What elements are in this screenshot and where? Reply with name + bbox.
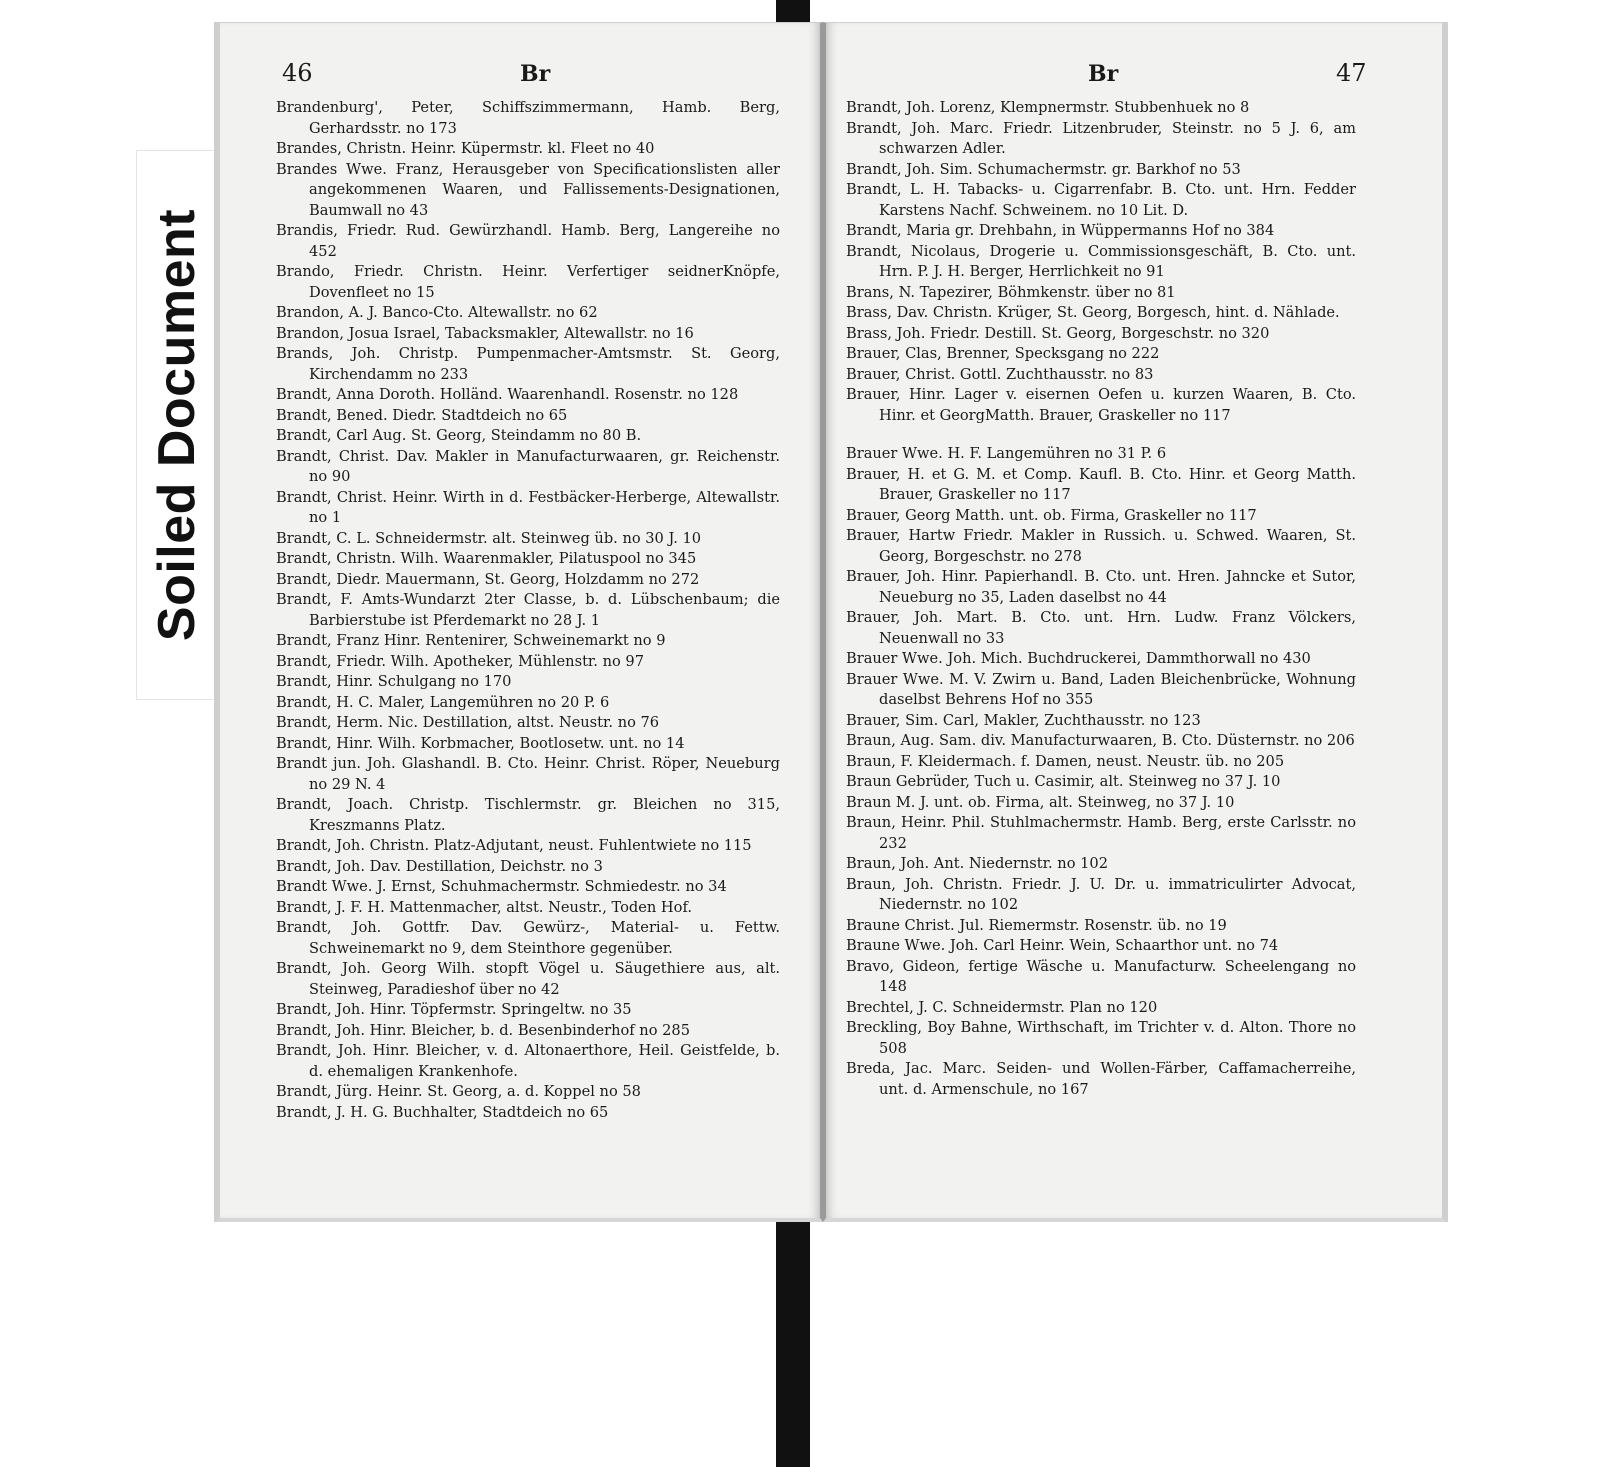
directory-entry: Brandt, Friedr. Wilh. Apotheker, Mühlenstr. no 97: [276, 652, 644, 670]
directory-entry: Brass, Dav. Christn. Krüger, St. Georg, Borgesch, hint. d. Nählade.: [846, 304, 1340, 321]
page-number-right: 47: [1336, 59, 1367, 87]
directory-entry: Braun, F. Kleidermach. f. Damen, neust. Neustr. üb. no 205: [846, 752, 1285, 770]
directory-entry: Brans, N. Tapezirer, Böhmkenstr. über no 81: [846, 283, 1176, 301]
directory-entry: Brandt, Joh. Gottfr. Dav. Gewürz-, Material- u. Fettw. Schweinemarkt no 9, dem Steinthore gegenüber.: [276, 919, 780, 957]
directory-entry: Brandt, Joach. Christp. Tischlermstr. gr. Bleichen no 315, Kreszmanns Platz.: [276, 796, 780, 834]
directory-entry: Brauer Wwe. M. V. Zwirn u. Band, Laden Bleichenbrücke, Wohnung daselbst Behrens Hof no 355: [846, 670, 1356, 708]
directory-entry: Brandt, Joh. Hinr. Bleicher, b. d. Besenbinderhof no 285: [276, 1021, 690, 1039]
directory-entry: Brauer Wwe. H. F. Langemühren no 31 P. 6: [846, 445, 1167, 462]
directory-entry: Brauer, Hinr. Lager v. eisernen Oefen u. kurzen Waaren, B. Cto. Hinr. et GeorgMatth. Brauer, Graskeller no 117: [846, 386, 1356, 424]
directory-entry: Brandt, Franz Hinr. Rentenirer, Schweinemarkt no 9: [276, 632, 666, 649]
directory-entry: Braune Christ. Jul. Riemermstr. Rosenstr. üb. no 19: [846, 916, 1227, 934]
directory-entry: Brandt, Joh. Georg Wilh. stopft Vögel u. Säugethiere aus, alt. Steinweg, Paradieshof über no 42: [276, 960, 780, 998]
directory-entry: Brandt, F. Amts-Wundarzt 2ter Classe, b. d. Lübschenbaum; die Barbierstube ist Pferdemarkt no 28 J. 1: [276, 591, 780, 629]
directory-entry: Brandt, Joh. Hinr. Bleicher, v. d. Altonaerthore, Heil. Geistfelde, b. d. ehemaligen Krankenhofe.: [276, 1042, 780, 1080]
directory-entry: Brauer, Georg Matth. unt. ob. Firma, Graskeller no 117: [846, 506, 1257, 524]
directory-entry: Brauer, Joh. Mart. B. Cto. unt. Hrn. Ludw. Franz Völckers, Neuenwall no 33: [846, 609, 1356, 647]
directory-entry: Brandon, Josua Israel, Tabacksmakler, Altewallstr. no 16: [276, 324, 694, 342]
directory-entry: Brauer, Christ. Gottl. Zuchthausstr. no 83: [846, 365, 1154, 383]
directory-entry: Brandt, Joh. Dav. Destillation, Deichstr. no 3: [276, 857, 603, 875]
directory-entry: Brandt, Carl Aug. St. Georg, Steindamm no 80 B.: [276, 427, 642, 444]
directory-entry: Brandt, J. F. H. Mattenmacher, altst. Neustr., Toden Hof.: [276, 898, 692, 916]
entry-list-left: [276, 98, 780, 1123]
entry-list-right: [846, 98, 1356, 1100]
spine-bottom-shadow: [776, 1213, 810, 1467]
directory-entry: Brauer, H. et G. M. et Comp. Kaufl. B. Cto. Hinr. et Georg Matth. Brauer, Graskeller no 117: [846, 465, 1356, 503]
directory-entry: Brandt, Herm. Nic. Destillation, altst. Neustr. no 76: [276, 714, 660, 731]
directory-entry: Brandt, Diedr. Mauermann, St. Georg, Holzdamm no 272: [276, 570, 700, 588]
directory-entry: Brandt, Nicolaus, Drogerie u. Commissionsgeschäft, B. Cto. unt. Hrn. P. J. H. Berger, Herrlichkeit no 91: [846, 242, 1356, 280]
directory-entry: Brauer, Joh. Hinr. Papierhandl. B. Cto. unt. Hren. Jahncke et Sutor, Neueburg no 35, Laden daselbst no 44: [846, 568, 1356, 606]
directory-entry: Brass, Joh. Friedr. Destill. St. Georg, Borgeschstr. no 320: [846, 324, 1270, 342]
label-text: Soiled Document: [148, 208, 206, 642]
directory-entry: Bravo, Gideon, fertige Wäsche u. Manufacturw. Scheelengang no 148: [846, 957, 1356, 995]
directory-entry: Brandt, Bened. Diedr. Stadtdeich no 65: [276, 406, 568, 424]
directory-entry: Brandt, Hinr. Schulgang no 170: [276, 673, 512, 690]
directory-entry: Brandis, Friedr. Rud. Gewürzhandl. Hamb. Berg, Langereihe no 452: [276, 222, 780, 260]
directory-entry: Braun Gebrüder, Tuch u. Casimir, alt. Steinweg no 37 J. 10: [846, 773, 1281, 790]
directory-entry: Brandt, Joh. Lorenz, Klempnermstr. Stubbenhuek no 8: [846, 99, 1250, 116]
directory-entry: Brauer, Hartw Friedr. Makler in Russich. u. Schwed. Waaren, St. Georg, Borgeschstr. no 278: [846, 527, 1356, 565]
running-head-right: Br: [1088, 61, 1119, 87]
directory-entry: Brandt, Joh. Marc. Friedr. Litzenbruder, Steinstr. no 5 J. 6, am schwarzen Adler.: [846, 119, 1356, 157]
directory-entry: Braun, Aug. Sam. div. Manufacturwaaren, B. Cto. Düsternstr. no 206: [846, 732, 1355, 749]
directory-entry: Braune Wwe. Joh. Carl Heinr. Wein, Schaarthor unt. no 74: [846, 937, 1279, 954]
directory-entry: Braun, Joh. Christn. Friedr. J. U. Dr. u. immatriculirter Advocat, Niedernstr. no 102: [846, 875, 1356, 913]
directory-entry: Breda, Jac. Marc. Seiden- und Wollen-Färber, Caffamacherreihe, unt. d. Armenschule, no 167: [846, 1060, 1356, 1098]
directory-entry: Brandt, Maria gr. Drehbahn, in Wüppermanns Hof no 384: [846, 222, 1275, 239]
directory-entry: Brandt, Christ. Dav. Makler in Manufacturwaaren, gr. Reichenstr. no 90: [276, 447, 780, 485]
directory-entry: Brandenburg', Peter, Schiffszimmermann, Hamb. Berg, Gerhardsstr. no 173: [276, 99, 780, 137]
directory-entry: Brandt Wwe. J. Ernst, Schuhmachermstr. Schmiedestr. no 34: [276, 878, 727, 895]
directory-entry: Brandt, L. H. Tabacks- u. Cigarrenfabr. B. Cto. unt. Hrn. Fedder Karstens Nachf. Schweinem. no 10 Lit. D.: [846, 181, 1356, 219]
directory-entry: Brandt, Hinr. Wilh. Korbmacher, Bootlosetw. unt. no 14: [276, 734, 685, 752]
left-page: [214, 22, 823, 1222]
page-number-left: 46: [282, 59, 313, 87]
directory-entry: Brandt, C. L. Schneidermstr. alt. Steinweg üb. no 30 J. 10: [276, 529, 702, 547]
directory-entry: Brauer Wwe. Joh. Mich. Buchdruckerei, Dammthorwall no 430: [846, 650, 1311, 667]
right-page: [823, 22, 1448, 1222]
directory-entry: Brandt, Jürg. Heinr. St. Georg, a. d. Koppel no 58: [276, 1083, 641, 1100]
directory-entry: Brandes Wwe. Franz, Herausgeber von Specificationslisten aller angekommenen Waaren, und Fallissements-Designationen, Baumwall no 43: [276, 160, 780, 219]
directory-entry: Braun, Joh. Ant. Niedernstr. no 102: [846, 855, 1108, 872]
directory-entry: Brandt, Christ. Heinr. Wirth in d. Festbäcker-Herberge, Altewallstr. no 1: [276, 488, 780, 526]
directory-entry: Braun, Heinr. Phil. Stuhlmachermstr. Hamb. Berg, erste Carlsstr. no 232: [846, 814, 1356, 852]
directory-entry: Braun M. J. unt. ob. Firma, alt. Steinweg, no 37 J. 10: [846, 793, 1235, 811]
directory-entry: Brando, Friedr. Christn. Heinr. Verfertiger seidnerKnöpfe, Dovenfleet no 15: [276, 263, 780, 301]
directory-entry: Brandt, Anna Doroth. Holländ. Waarenhandl. Rosenstr. no 128: [276, 386, 739, 403]
directory-entry: Brandes, Christn. Heinr. Küpermstr. kl. Fleet no 40: [276, 140, 655, 157]
running-head-left: Br: [520, 61, 551, 87]
directory-entry: Brandt, Joh. Christn. Platz-Adjutant, neust. Fuhlentwiete no 115: [276, 837, 752, 854]
directory-entry: Brauer, Clas, Brenner, Specksgang no 222: [846, 345, 1160, 362]
directory-entry: Brechtel, J. C. Schneidermstr. Plan no 120: [846, 998, 1158, 1016]
directory-entry: Brandt, H. C. Maler, Langemühren no 20 P. 6: [276, 693, 610, 711]
directory-entry: Brands, Joh. Christp. Pumpenmacher-Amtsmstr. St. Georg, Kirchendamm no 233: [276, 345, 780, 383]
soiled-document-label: [136, 150, 218, 700]
directory-entry: Brandt, Joh. Sim. Schumachermstr. gr. Barkhof no 53: [846, 160, 1241, 178]
directory-entry: Brandt, Christn. Wilh. Waarenmakler, Pilatuspool no 345: [276, 550, 697, 567]
directory-entry: Brandon, A. J. Banco-Cto. Altewallstr. no 62: [276, 304, 598, 321]
directory-entry: Brauer, Sim. Carl, Makler, Zuchthausstr. no 123: [846, 711, 1201, 729]
directory-entry: Brandt jun. Joh. Glashandl. B. Cto. Heinr. Christ. Röper, Neueburg no 29 N. 4: [276, 755, 780, 793]
directory-entry: Brandt, Joh. Hinr. Töpfermstr. Springeltw. no 35: [276, 1001, 632, 1018]
directory-entry: Breckling, Boy Bahne, Wirthschaft, im Trichter v. d. Alton. Thore no 508: [846, 1019, 1356, 1057]
directory-entry: Brandt, J. H. G. Buchhalter, Stadtdeich no 65: [276, 1103, 609, 1121]
